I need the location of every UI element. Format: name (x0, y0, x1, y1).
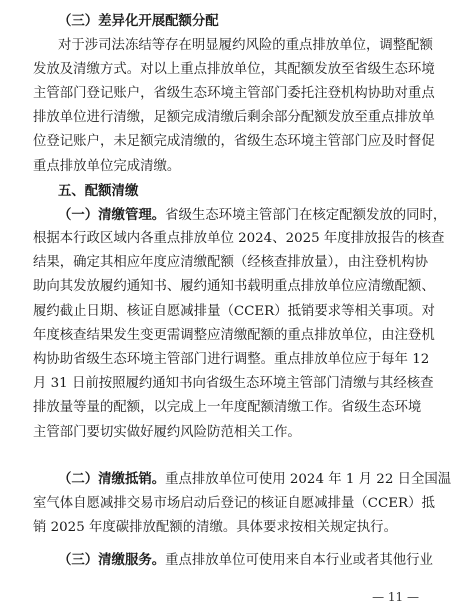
section-heading-quota-surrender: 五、配额清缴 (58, 183, 139, 199)
subheading-surrender-management: （一）清缴管理。 (58, 207, 166, 223)
paragraph-line: 对于涉司法冻结等存在明显履约风险的重点排放单位，调整配额 (58, 38, 433, 53)
paragraph-line: 排放量等量的配额，以完成上一年度配额清缴工作。省级生态环境 (33, 400, 422, 415)
page-number: — 11 — (372, 590, 419, 604)
paragraph-line: 位登记账户，未足额完成清缴的，省级生态环境主管部门应及时督促 (33, 134, 435, 149)
paragraph-line: 发放及清缴方式。对以上重点排放单位，其配额发放至省级生态环境 (33, 62, 435, 77)
paragraph-line: （二）清缴抵销。重点排放单位可使用 2024 年 1 月 22 日全国温 (58, 471, 451, 487)
paragraph-line: 结果，确定其相应年度应清缴配额（经核查排放量），由注登机构协 (33, 255, 429, 270)
paragraph-line: 助向其发放履约通知书、履约通知书载明重点排放单位应清缴配额、 (33, 279, 435, 294)
paragraph-line: 销 2025 年度碳排放配额的清缴。具体要求按相关规定执行。 (33, 520, 397, 535)
paragraph-line: 重点排放单位完成清缴。 (33, 159, 181, 174)
paragraph-line: （三）清缴服务。重点排放单位可使用来自本行业或者其他行业 (58, 552, 433, 568)
paragraph-line: （一）清缴管理。省级生态环境主管部门在核定配额发放的同时， (58, 207, 447, 223)
paragraph-line: 室气体自愿减排交易市场启动后登记的核证自愿减排量（CCER）抵 (33, 496, 435, 511)
paragraph-line: 主管部门登记账户，省级生态环境主管部门委托注登机构协助对重点 (33, 86, 435, 101)
paragraph-line: 排放单位进行清缴，足额完成清缴后剩余部分配额发放至重点排放单 (33, 110, 435, 125)
subheading-surrender-offset: （二）清缴抵销。 (58, 471, 166, 487)
paragraph-line: 根据本行政区域内各重点排放单位 2024、2025 年度排放报告的核查 (33, 231, 445, 246)
paragraph-line: 主管部门要切实做好履约风险防范相关工作。 (33, 425, 301, 440)
paragraph-line: 年度核查结果发生变更需调整应清缴配额的重点排放单位，由注登机 (33, 328, 435, 343)
section-heading-differentiated-allocation: （三）差异化开展配额分配 (58, 13, 219, 29)
paragraph-line: 月 31 日前按照履约通知书向省级生态环境主管部门清缴与其经核查 (33, 376, 434, 391)
paragraph-line: 履约截止日期、核证自愿减排量（CCER）抵销要求等相关事项。对 (33, 304, 435, 319)
subheading-surrender-service: （三）清缴服务。 (58, 552, 166, 568)
paragraph-line: 构协助省级生态环境主管部门进行调整。重点排放单位应于每年 12 (33, 352, 430, 367)
